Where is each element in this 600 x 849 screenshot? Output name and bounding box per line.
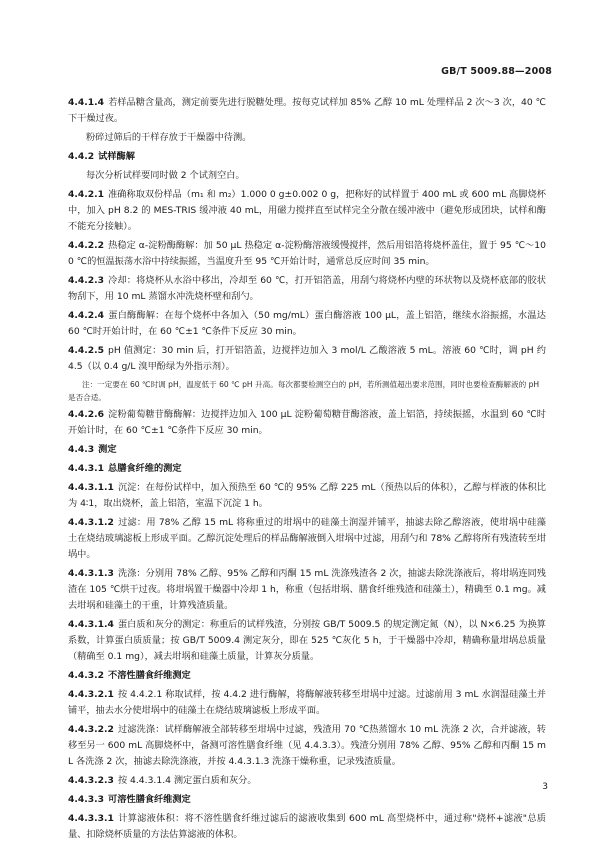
clause-text: 测定 (98, 444, 117, 455)
paragraph (68, 95, 546, 127)
clause-text: 每次分析试样要同时做 2 个试剂空白。 (86, 170, 245, 181)
clause-number: 4.4.3.2.2 (68, 724, 114, 735)
clause-text: 淀粉葡萄糖苷酶酶解：边搅拌边加入 100 μL 淀粉葡萄糖苷酶溶液，盖上铝箔，持续振摇，水温到 60 ℃时开始计时，在 60 ℃±1 ℃条件下反应 30 min。 (68, 409, 546, 436)
clause-text: 若样品糖含量高，测定前要先进行脱糖处理。按每克试样加 85% 乙醇 10 mL 处理样品 2 次～3 次，40 ℃下干燥过夜。 (68, 97, 546, 124)
clause-text: 热稳定 α-淀粉酶酶解：加 50 μL 热稳定 α-淀粉酶溶液缓慢搅拌，然后用铝箔将烧杯盖住，置于 95 ℃～100 ℃的恒温振荡水浴中持续振摇，当温度升至 95 ℃开始计时，通常总反应时间 35 min。 (68, 240, 546, 267)
clause-number: 4.4.3.1.2 (68, 517, 114, 528)
clause-text: 蛋白质和灰分的测定：称重后的试样残渣，分别按 GB/T 5009.5 的规定测定氮（N），以 N×6.25 为换算系数，计算蛋白质质量；按 GB/T 5009.4 测定灰分，即在 525 ℃灰化 5 h，于干燥器中冷却，精确称量坩埚总质量（精确至 0.1 mg），减去坩埚和硅藻土质量，计算灰分质量。 (68, 619, 546, 662)
clause-number: 4.4.2.5 (68, 345, 105, 356)
paragraph (68, 238, 546, 270)
paragraph (68, 187, 546, 235)
note-text: 注：一定要在 60 ℃时调 pH，温度低于 60 ℃ pH 升高。每次都要检测空白的 pH，若所测值超出要求范围，同时也要检查酶解液的 pH 是否合适。 (68, 380, 540, 402)
clause-number: 4.4.2.3 (68, 275, 105, 286)
standard-code: GB/T 5009.88—2008 (441, 66, 552, 77)
clause-number: 4.4.3.3 (68, 794, 105, 805)
clause-number: 4.4.3.1 (68, 463, 105, 474)
clause-text: 蛋白酶酶解：在每个烧杯中各加入（50 mg/mL）蛋白酶溶液 100 μL，盖上铝箔，继续水浴振摇，水温达 60 ℃时开始计时，在 60 ℃±1 ℃条件下反应 30 min。 (68, 310, 546, 337)
clause-text: 准确称取双份样品（m₁ 和 m₂）1.000 0 g±0.002 0 g，把称好的试样置于 400 mL 或 600 mL 高脚烧杯中，加入 pH 8.2 的 MES-TRIS 缓冲液 40 mL，用磁力搅拌直至试样完全分散在缓冲液中（避免形成团块，试样和酶不能充分接触）。 (68, 189, 546, 232)
paragraph (68, 773, 546, 789)
clause-text: 冷却：将烧杯从水浴中移出，冷却至 60 ℃，打开铝箔盖，用刮勺将烧杯内壁的环状物以及烧杯底部的胶状物刮下，用 10 mL 蒸馏水冲洗烧杯壁和刮勺。 (68, 275, 546, 302)
document-body (68, 95, 546, 846)
section-heading (68, 792, 546, 808)
paragraph (68, 617, 546, 665)
clause-text: 不溶性膳食纤维测定 (108, 670, 191, 681)
clause-number: 4.4.3 (68, 444, 95, 455)
clause-number: 4.4.2 (68, 151, 95, 162)
clause-text: 过滤洗涤：试样酶解液全部转移至坩埚中过滤，残渣用 70 ℃热蒸馏水 10 mL 洗涤 2 次，合并滤液，转移至另一 600 mL 高脚烧杯中，备测可溶性膳食纤维（见 4.4.3.3）。残渣分别用 78% 乙醇、95% 乙醇和丙酮 15 mL 各洗涤 2 次，抽滤去除洗涤液，并按 4.4.3.1.3 洗涤干燥称重，记录残渣质量。 (68, 724, 546, 767)
paragraph (68, 722, 546, 770)
clause-text: pH 值测定：30 min 后，打开铝箔盖，边搅拌边加入 3 mol/L 乙酸溶液 5 mL。溶液 60 ℃时，调 pH 约 4.5（以 0.4 g/L 溴甲酚绿为外指示剂）。 (68, 345, 546, 372)
clause-number: 4.4.2.2 (68, 240, 105, 251)
clause-number: 4.4.3.2 (68, 670, 105, 681)
clause-text: 过滤：用 78% 乙醇 15 mL 将称重过的坩埚中的硅藻土润湿并铺平，抽滤去除乙醇溶液，使坩埚中硅藻土在烧结玻璃滤板上形成平面。乙醇沉淀处理后的样品酶解液倒入坩埚中过滤，用刮勺和 78% 乙醇将所有残渣转至坩埚中。 (68, 517, 546, 560)
clause-number: 4.4.3.1.4 (68, 619, 114, 630)
clause-text: 计算滤液体积：将不溶性膳食纤维过滤后的滤液收集到 600 mL 高型烧杯中，通过称"烧杯+滤液"总质量、扣除烧杯质量的方法估算滤液的体积。 (68, 813, 546, 840)
clause-number: 4.4.2.1 (68, 189, 105, 200)
section-heading (68, 668, 546, 684)
page-number: 3 (542, 782, 548, 792)
paragraph (68, 130, 546, 146)
clause-number: 4.4.3.2.3 (68, 775, 114, 786)
paragraph (68, 811, 546, 843)
clause-text: 按 4.4.2.1 称取试样，按 4.4.2 进行酶解，将酶解液转移至坩埚中过滤。过滤前用 3 mL 水润湿硅藻土并铺平，抽去水分使坩埚中的硅藻土在烧结玻璃滤板上形成平面。 (68, 689, 546, 716)
paragraph (68, 407, 546, 439)
paragraph (68, 168, 546, 184)
section-heading (68, 442, 546, 458)
clause-text: 按 4.4.3.1.4 测定蛋白质和灰分。 (117, 775, 257, 786)
section-heading (68, 149, 546, 165)
paragraph (68, 273, 546, 305)
clause-text: 洗涤：分别用 78% 乙醇、95% 乙醇和丙酮 15 mL 洗涤残渣各 2 次，抽滤去除洗涤液后，将坩埚连同残渣在 105 ℃烘干过夜。将坩埚置干燥器中冷却 1 h，称重（包括坩埚、膳食纤维残渣和硅藻土），精确至 0.1 mg。减去坩埚和硅藻土的干重，计算残渣质量。 (68, 568, 546, 611)
clause-text: 可溶性膳食纤维测定 (108, 794, 191, 805)
paragraph (68, 687, 546, 719)
section-heading (68, 461, 546, 477)
clause-text: 试样酶解 (98, 151, 135, 162)
clause-text: 总膳食纤维的测定 (108, 463, 182, 474)
clause-number: 4.4.3.2.1 (68, 689, 114, 700)
paragraph (68, 308, 546, 340)
clause-number: 4.4.3.1.3 (68, 568, 114, 579)
clause-number: 4.4.3.3.1 (68, 813, 114, 824)
paragraph (68, 480, 546, 512)
clause-text: 粉碎过筛后的干样存放于干燥器中待测。 (86, 132, 252, 143)
clause-number: 4.4.2.4 (68, 310, 105, 321)
paragraph (68, 566, 546, 614)
clause-number: 4.4.1.4 (68, 97, 105, 108)
paragraph (68, 343, 546, 375)
clause-number: 4.4.3.1.1 (68, 482, 114, 493)
paragraph (68, 515, 546, 563)
clause-text: 沉淀：在每份试样中，加入预热至 60 ℃的 95% 乙醇 225 mL（预热以后的体积），乙醇与样液的体积比为 4∶1，取出烧杯，盖上铝箔，室温下沉淀 1 h。 (68, 482, 546, 509)
clause-number: 4.4.2.6 (68, 409, 105, 420)
